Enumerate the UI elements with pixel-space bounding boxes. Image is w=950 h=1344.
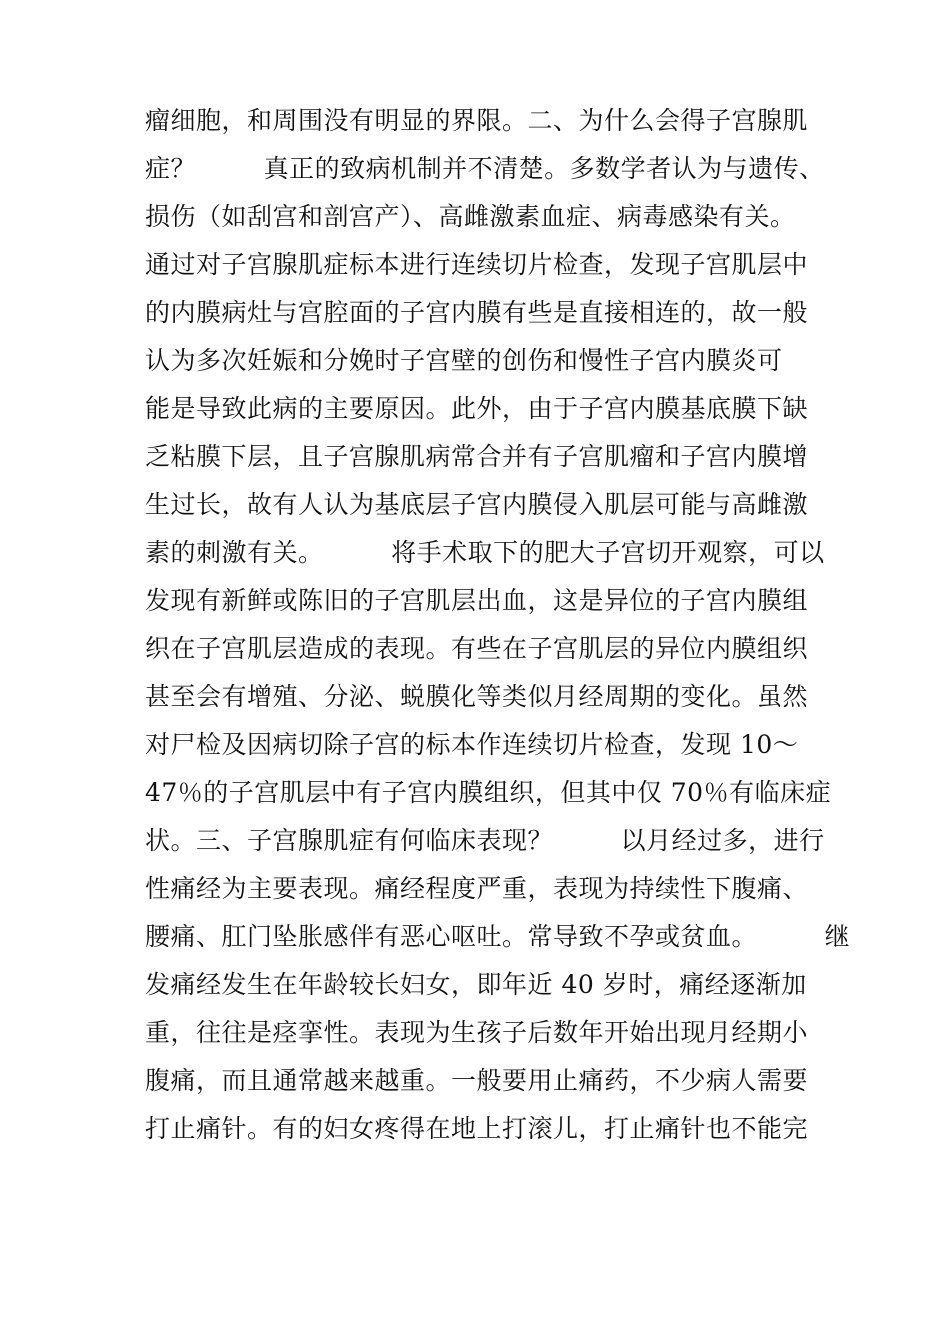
text-line: 腰痛、肛门坠胀感伴有恶心呕吐。常导致不孕或贫血。 继 xyxy=(145,922,851,951)
text-line: 发痛经发生在年龄较长妇女，即年近 40 岁时，痛经逐渐加 xyxy=(145,970,807,999)
text-line: 损伤（如刮宫和剖宫产）、高雌激素血症、病毒感染有关。 xyxy=(145,202,796,231)
text-line: 瘤细胞，和周围没有明显的界限。二、为什么会得子宫腺肌 xyxy=(145,106,809,135)
text-line: 通过对子宫腺肌症标本进行连续切片检查，发现子宫肌层中 xyxy=(145,250,809,279)
text-line: 47％的子宫肌层中有子宫内膜组织，但其中仅 70％有临床症 xyxy=(145,778,832,807)
text-line: 乏粘膜下层，且子宫腺肌病常合并有子宫肌瘤和子宫内膜增 xyxy=(145,442,809,471)
text-line: 认为多次妊娠和分娩时子宫壁的创伤和慢性子宫内膜炎可 xyxy=(145,346,783,375)
text-line: 织在子宫肌层造成的表现。有些在子宫肌层的异位内膜组织 xyxy=(145,634,809,663)
body-text xyxy=(145,97,851,1153)
text-line: 能是导致此病的主要原因。此外，由于子宫内膜基底膜下缺 xyxy=(145,394,809,423)
text-line: 生过长，故有人认为基底层子宫内膜侵入肌层可能与高雌激 xyxy=(145,490,809,519)
text-line: 打止痛针。有的妇女疼得在地上打滚儿，打止痛针也不能完 xyxy=(145,1114,809,1143)
text-line: 甚至会有增殖、分泌、蜕膜化等类似月经周期的变化。虽然 xyxy=(145,682,809,711)
text-line: 重，往往是痉挛性。表现为生孩子后数年开始出现月经期小 xyxy=(145,1018,809,1047)
text-line: 状。三、子宫腺肌症有何临床表现？ 以月经过多，进行 xyxy=(145,826,825,855)
text-line: 的内膜病灶与宫腔面的子宫内膜有些是直接相连的，故一般 xyxy=(145,298,809,327)
text-line: 腹痛，而且通常越来越重。一般要用止痛药，不少病人需要 xyxy=(145,1066,809,1095)
text-line: 对尸检及因病切除子宫的标本作连续切片检查，发现 10～ xyxy=(145,730,799,759)
text-line: 性痛经为主要表现。痛经程度严重，表现为持续性下腹痛、 xyxy=(145,874,809,903)
text-line: 素的刺激有关。 将手术取下的肥大子宫切开观察，可以 xyxy=(145,538,825,567)
text-line: 症？ 真正的致病机制并不清楚。多数学者认为与遗传、 xyxy=(145,154,825,183)
text-line: 发现有新鲜或陈旧的子宫肌层出血，这是异位的子宫内膜组 xyxy=(145,586,809,615)
